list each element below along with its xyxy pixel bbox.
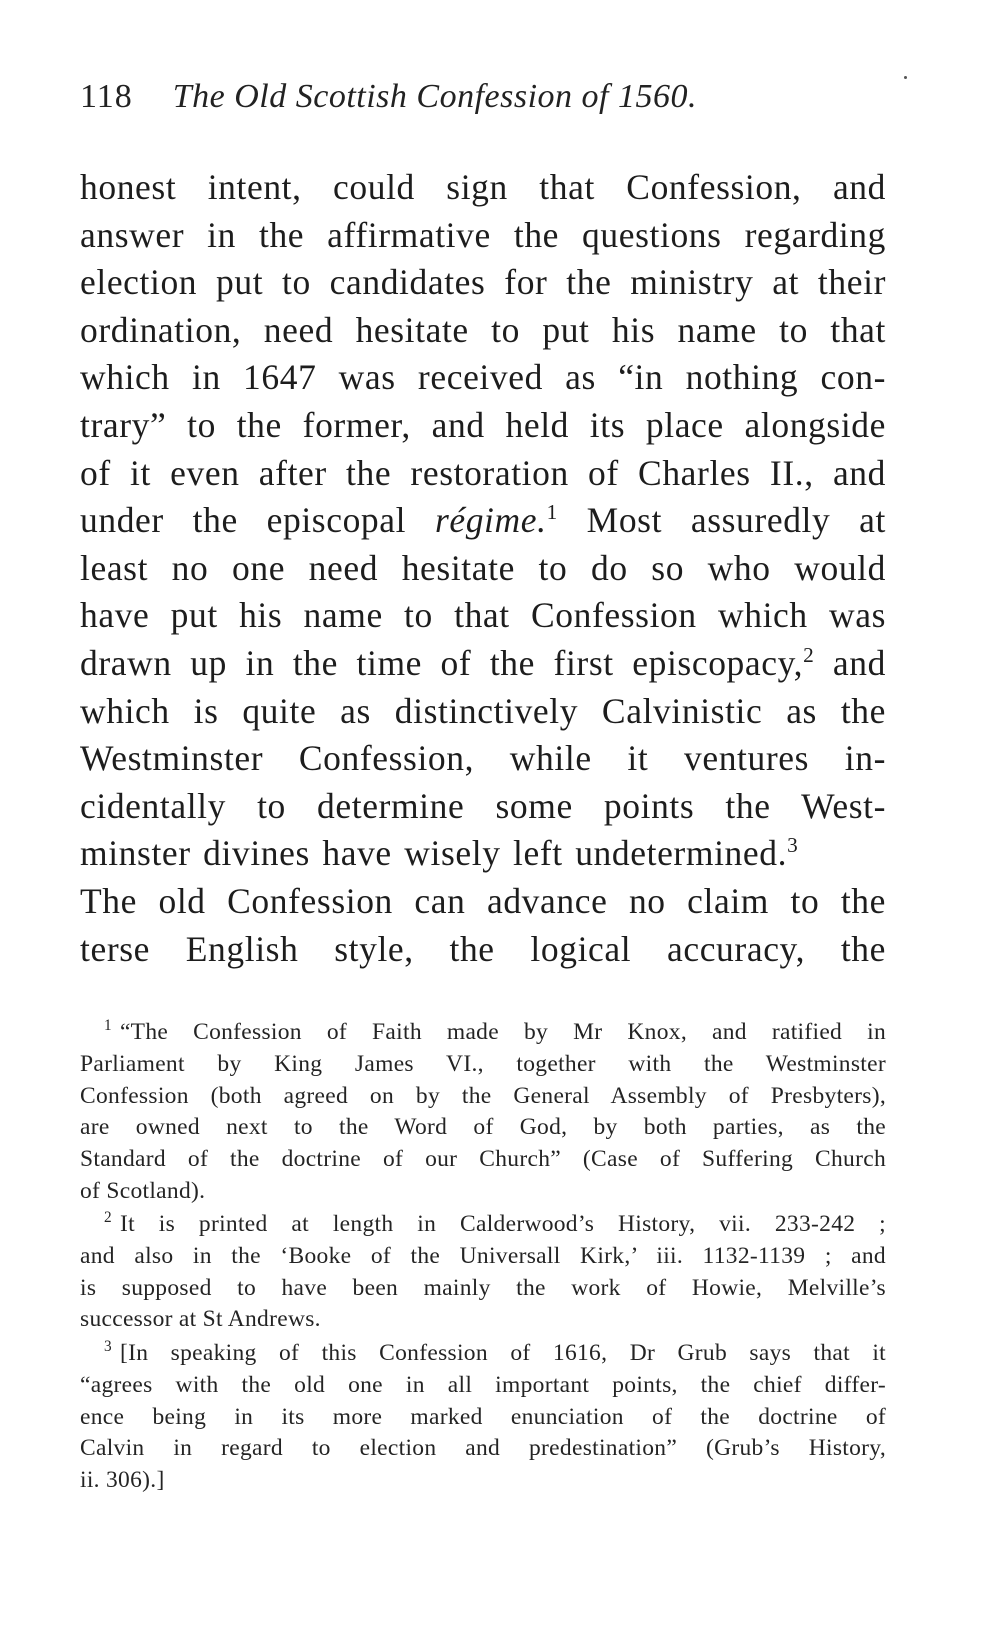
footnote-3 bbox=[80, 1338, 886, 1497]
footnote-line: of Scotland). bbox=[80, 1177, 206, 1204]
text-line: terse English style, the logical accuracy, the bbox=[80, 928, 886, 969]
footnote-line: Calvin in regard to election and predestination” (Grub’s History, bbox=[80, 1435, 886, 1462]
footnote-line: Parliament by King James VI., together with the Westminster bbox=[80, 1050, 886, 1077]
main-text bbox=[80, 164, 886, 973]
text-line: which is quite as distinctively Calvinistic as the bbox=[80, 690, 886, 731]
footnotes bbox=[80, 1017, 886, 1497]
footnote-line: “The Confession of Faith made by Mr Knox, and ratified in bbox=[119, 1019, 886, 1046]
running-title: The Old Scottish Confession of 1560. bbox=[172, 78, 697, 115]
text-line: have put his name to that Confession which was bbox=[80, 595, 886, 636]
text-line: of it even after the restoration of Charles II., and bbox=[80, 452, 886, 493]
footnote-reference-1: 1 bbox=[546, 500, 558, 525]
footnote-line: are owned next to the Word of God, by both parties, as the bbox=[80, 1114, 886, 1141]
text-segment: Most assuredly at bbox=[557, 500, 886, 541]
footnote-line: and also in the ‘Booke of the Universall Kirk,’ iii. 1132-1139 ; and bbox=[80, 1243, 886, 1270]
text-line: least no one need hesitate to do so who would bbox=[80, 547, 886, 588]
text-line: which in 1647 was received as “in nothing con- bbox=[80, 357, 886, 398]
text-line: election put to candidates for the ministry at their bbox=[80, 262, 886, 303]
text-line: honest intent, could sign that Confession, and bbox=[80, 167, 886, 207]
text-line: The old Confession can advance no claim to the bbox=[80, 880, 886, 921]
footnote-reference-3: 3 bbox=[787, 833, 799, 858]
footnote-line: successor at St Andrews. bbox=[80, 1306, 321, 1333]
text-line: Westminster Confession, while it ventures in- bbox=[80, 738, 886, 779]
page-number: 118 bbox=[80, 78, 133, 115]
footnote-line: ence being in its more marked enunciation of the doctrine of bbox=[80, 1403, 886, 1430]
footnote-line: [In speaking of this Confession of 1616, Dr Grub says that it bbox=[119, 1340, 886, 1367]
italic-word: régime. bbox=[434, 500, 547, 541]
footnote-line: Confession (both agreed on by the General Assembly of Presbyters), bbox=[80, 1082, 886, 1109]
footnote-number: 3 bbox=[104, 1338, 112, 1356]
text-line-with-footnote-2 bbox=[80, 640, 886, 688]
footnote-number: 2 bbox=[104, 1209, 112, 1227]
text-line-with-footnote-3 bbox=[80, 830, 886, 878]
text-line: ordination, need hesitate to put his name to that bbox=[80, 309, 886, 350]
text-line: answer in the affirmative the questions regarding bbox=[80, 214, 886, 255]
footnote-line: is supposed to have been mainly the work of Howie, Melville’s bbox=[80, 1274, 886, 1301]
text-line: cidentally to determine some points the West- bbox=[80, 785, 886, 826]
footnote-line: ii. 306).] bbox=[80, 1466, 165, 1493]
footnote-1 bbox=[80, 1017, 886, 1207]
text-line: trary” to the former, and held its place alongside bbox=[80, 404, 886, 445]
text-segment: under the episcopal bbox=[80, 500, 407, 541]
text-segment: drawn up in the time of the first episcopacy, bbox=[80, 642, 804, 683]
footnote-number: 1 bbox=[104, 1017, 112, 1035]
footnote-reference-2: 2 bbox=[803, 643, 815, 668]
footnote-line: “agrees with the old one in all important points, the chief differ- bbox=[80, 1371, 886, 1398]
print-speck bbox=[904, 76, 907, 79]
footnote-line: Standard of the doctrine of our Church” (Case of Suffering Church bbox=[80, 1145, 886, 1172]
text-segment: and bbox=[814, 642, 886, 683]
footnote-2 bbox=[80, 1209, 886, 1336]
running-head bbox=[80, 78, 886, 138]
book-page bbox=[80, 78, 886, 1499]
text-segment: minster divines have wisely left undetermined. bbox=[80, 833, 788, 874]
text-line-with-footnote-1 bbox=[80, 497, 886, 545]
footnote-line: It is printed at length in Calderwood’s History, vii. 233-242 ; bbox=[119, 1211, 886, 1238]
